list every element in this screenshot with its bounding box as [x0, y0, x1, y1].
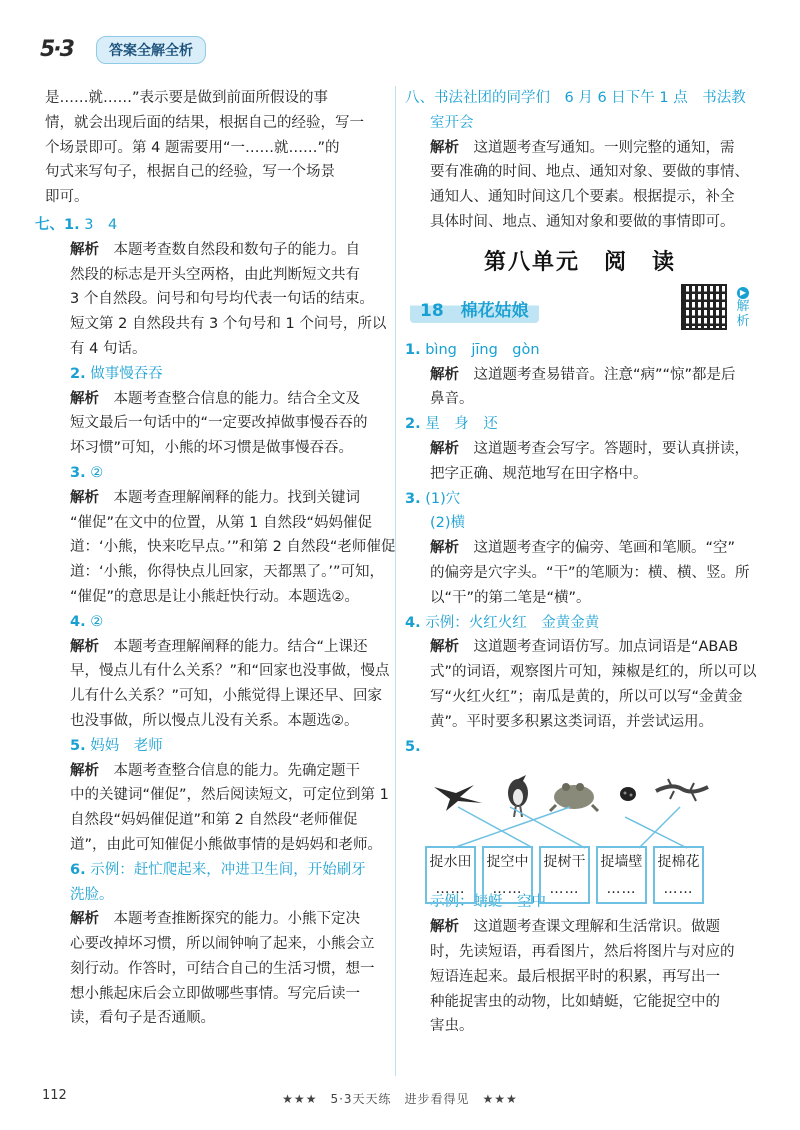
analysis-line: 有 4 句话。	[70, 340, 147, 357]
footer-slogan: ★★★ 5·3天天练 进步看得见 ★★★	[282, 1092, 518, 1106]
play-icon: ▶	[737, 287, 749, 299]
answer: bìng jīng gòn	[425, 341, 540, 358]
answer: (2)横	[430, 515, 466, 532]
answer-continuation: 洗脸。	[70, 886, 114, 903]
analysis-line: 通知人、通知时间这几个要素。根据提示，补全	[430, 189, 735, 206]
r4-answer-row	[405, 611, 755, 636]
analysis-line: 刻行动。作答时，可结合自己的生活习惯，想一	[70, 960, 375, 977]
analysis-line: 中的关键词“催促”，然后阅读短文，可定位到第 1	[70, 787, 389, 804]
analysis-line: 道：‘小熊，你得快点儿回家，天都黑了。’”可知，	[70, 564, 384, 581]
analysis-label: 解析	[70, 489, 99, 506]
analysis-line: 害虫。	[430, 1018, 474, 1035]
analysis-line: 解析 本题考查理解阐释的能力。结合“上课还	[70, 638, 368, 655]
analysis-line: 解析 这道题考查会写字。答题时，要认真拼读，	[430, 440, 749, 457]
intro-line: 是……就……”表示要是做到前面所假设的事	[45, 90, 329, 106]
r2-answer-row	[405, 412, 755, 437]
matching-lines	[425, 805, 715, 850]
answer: (1)穴	[425, 490, 461, 507]
intro-line: 即可。	[45, 189, 89, 206]
header	[40, 30, 206, 70]
intro-line: 句式来写句子，根据自己的经验，写一个场景	[45, 164, 335, 181]
question-number: 4.	[70, 613, 86, 630]
question-number: 4.	[405, 614, 421, 631]
phrase-box[interactable]: 捉墙壁 ……	[596, 846, 647, 904]
analysis-line: 黄”。平时要多积累这类词语，并尝试运用。	[430, 713, 714, 730]
analysis-line: 短文第 2 自然段共有 3 个句号和 1 个问号，所以	[70, 316, 387, 333]
analysis-line: 解析 这道题考查词语仿写。加点词语是“ABAB	[430, 639, 739, 656]
logo: 5·3	[40, 37, 73, 62]
analysis-line: 也没事做，所以慢点儿没有关系。本题选②。	[70, 712, 359, 729]
lesson-header	[405, 284, 755, 332]
answer: ②	[90, 613, 104, 630]
analysis-line: 解析 这道题考查字的偏旁、笔画和笔顺。“空”	[430, 540, 736, 557]
analysis-line: 写“火红火红”；南瓜是黄的，所以可以写“金黄金	[430, 688, 743, 705]
ladybug-picture	[616, 783, 640, 803]
intro-line: 情，就会出现后面的结果，根据自己的经验，写一	[45, 114, 364, 131]
analysis-line: “催促”在文中的位置，从第 1 自然段“妈妈催促	[70, 514, 372, 531]
analysis-line: 种能捉害虫的动物，比如蜻蜓，它能捉空中的	[430, 993, 720, 1010]
analysis-label: 解析	[70, 390, 99, 407]
phrase-box[interactable]: 捉树干 ……	[539, 846, 590, 904]
analysis-label: 解析	[430, 139, 459, 156]
analysis-line: 坏习惯”可知，小熊的坏习惯是做事慢吞吞。	[70, 440, 354, 457]
analysis-line: 式”的词语，观察图片可知，辣椒是红的，所以可以	[430, 664, 757, 681]
analysis-label: 解析	[70, 911, 99, 928]
intro-line: 个场景即可。第 4 题需要用“一……就……”的	[45, 139, 340, 156]
r5-answer: 示例：蜻蜓 空中	[430, 894, 546, 911]
analysis-line: 鼻音。	[430, 391, 474, 408]
r3-answer-row	[405, 487, 755, 512]
analysis-line: 把字正确、规范地写在田字格中。	[430, 465, 648, 482]
q5-answer-row	[45, 734, 390, 759]
phrase-box[interactable]: 捉空中 ……	[482, 846, 533, 904]
page-number: 112	[42, 1088, 67, 1103]
analysis-line: 儿有什么关系？”可知，小熊觉得上课还早、回家	[70, 688, 383, 705]
phrase-box[interactable]: 捉水田 ……	[425, 846, 476, 904]
answer: 示例：赶忙爬起来，冲进卫生间，开始刷牙	[90, 861, 366, 878]
question-number: 6.	[70, 861, 86, 878]
phrase-box[interactable]: 捉棉花 ……	[653, 846, 704, 904]
analysis-line: “催促”的意思是让小熊赶快行动。本题选②。	[70, 588, 360, 605]
lesson-title: 18 棉花姑娘	[410, 294, 539, 323]
answer: 3 4	[84, 216, 118, 233]
analysis-line: 解析 本题考查数自然段和数句子的能力。自	[70, 241, 360, 258]
analysis-line: 的偏旁是穴字头。“干”的笔顺为：横、横、竖。所	[430, 564, 750, 581]
q2-answer-row	[45, 362, 390, 387]
analysis-label: 解析	[430, 366, 459, 383]
column-divider	[395, 86, 396, 1076]
analysis-line: 解析 这道题考查写通知。一则完整的通知，需	[430, 139, 735, 156]
analysis-line: 想小熊起床后会立即做哪些事情。写完后读一	[70, 985, 360, 1002]
question-number: 2.	[70, 365, 86, 382]
analysis-line: 3 个自然段。问号和句号均代表一句话的结束。	[70, 291, 374, 308]
question-number: 5.	[405, 738, 421, 755]
analysis-label: 解析	[70, 762, 99, 779]
analysis-line: 以“干”的第二笔是“横”。	[430, 589, 591, 606]
analysis-line: 解析 本题考查整合信息的能力。结合全文及	[70, 390, 360, 407]
r5-number-row	[405, 735, 755, 760]
analysis-line: 道：‘小熊，快来吃早点。’”和第 2 自然段“老师催促	[70, 539, 396, 556]
footer	[0, 1088, 800, 1112]
analysis-label: 解析	[430, 639, 459, 656]
analysis-line: 解析 本题考查整合信息的能力。先确定题干	[70, 762, 360, 779]
analysis-label: 解析	[70, 638, 99, 655]
analysis-line: 道”，由此可知催促小熊做事情的是妈妈和老师。	[70, 836, 383, 853]
q8-answer: 八、书法社团的同学们 6 月 6 日下午 1 点 书法教	[405, 90, 746, 106]
analysis-label: 解析	[430, 919, 459, 936]
analysis-line: 心要改掉坏习惯，所以闹钟响了起来，小熊会立	[70, 936, 375, 953]
left-column	[35, 86, 396, 1031]
gecko-picture	[652, 773, 712, 807]
matching-boxes	[425, 846, 710, 906]
analysis-line: 读，看句子是否通顺。	[70, 1010, 215, 1027]
analysis-line: 解析 这道题考查课文理解和生活常识。做题	[430, 919, 720, 936]
analysis-label: 解析	[430, 440, 459, 457]
analysis-line: 解析 这道题考查易错音。注意“病”“惊”都是后	[430, 366, 736, 383]
analysis-line: 然段的标志是开头空两格，由此判断短文共有	[70, 266, 360, 283]
unit-title: 第八单元 阅 读	[483, 249, 676, 275]
answer: 妈妈 老师	[90, 737, 163, 754]
analysis-line: 短语连起来。最后根据平时的积累，再写出一	[430, 968, 720, 985]
analysis-line: 早，慢点儿有什么关系？”和“回家也没事做，慢点	[70, 663, 390, 680]
qr-video-link[interactable]: ▶ 解析	[736, 287, 750, 329]
question-number: 2.	[405, 416, 421, 433]
analysis-line: 短文最后一句话中的“一定要改掉做事慢吞吞的	[70, 415, 368, 432]
header-tag: 答案全解全析	[96, 36, 206, 64]
analysis-label: 解析	[430, 540, 459, 557]
q4-answer-row	[45, 610, 390, 635]
answer: 星 身 还	[425, 416, 498, 433]
q8-answer-continuation: 室开会	[430, 114, 474, 131]
q6-answer-row	[45, 858, 390, 883]
question-number: 3.	[70, 464, 86, 481]
question-number: 5.	[70, 737, 86, 754]
analysis-label: 解析	[70, 241, 99, 258]
analysis-line: 解析 本题考查理解阐释的能力。找到关键词	[70, 489, 360, 506]
qr-code[interactable]	[681, 284, 727, 330]
question-number: 1.	[405, 341, 421, 358]
q3-answer-row	[45, 461, 390, 486]
analysis-line: 要有准确的时间、地点、通知对象、要做的事情、	[430, 164, 749, 181]
analysis-line: 时，先读短语，再看图片，然后将图片与对应的	[430, 943, 735, 960]
answer: 示例：火红火红 金黄金黄	[425, 614, 600, 631]
analysis-line: 具体时间、地点、通知对象和要做的事情即可。	[430, 213, 735, 230]
question-number: 3.	[405, 490, 421, 507]
q7-answer-row	[35, 213, 390, 238]
analysis-line: 解析 本题考查推断探究的能力。小熊下定决	[70, 911, 360, 928]
answer: ②	[90, 464, 104, 481]
answer: 做事慢吞吞	[90, 365, 163, 382]
r1-answer-row	[405, 338, 755, 363]
question-number: 七、1.	[35, 216, 80, 233]
analysis-line: 自然段“妈妈催促道”和第 2 自然段“老师催促	[70, 812, 358, 829]
